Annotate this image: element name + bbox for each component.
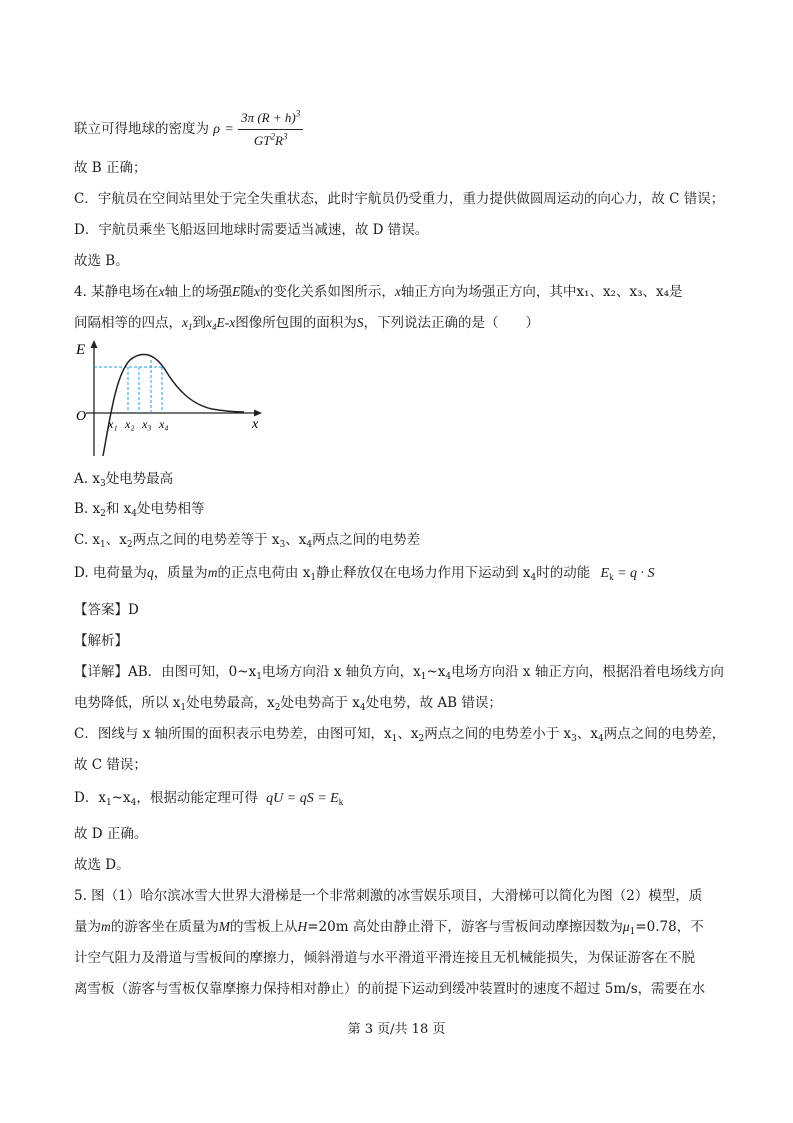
detail2-d: 处电势，故 AB 错误； [365,695,502,711]
q4-stem1-E: E [232,284,241,299]
detail2-s2: 2 [274,703,281,713]
q5-line1: 5. 图（1）哈尔滨冰雪大世界大滑梯是一个非常刺激的冰雪娱乐项目，大滑梯可以简化为图（2）模型，质 [74,888,703,904]
q5-line2 [74,917,704,937]
detail3-s1: 1 [391,734,398,744]
option-d [74,563,655,584]
detail1-b: 电场方向沿 x 轴负方向，x [261,664,421,680]
q4-stem1-x3: x [394,284,401,299]
detail3-e: 两点之间的电势差， [603,726,726,742]
opt-d-m: m [207,565,218,580]
q4-stem1-e: 轴正方向为场强正方向，其中 [400,284,577,300]
q4-stem1-x2: x [253,284,260,299]
option-a [74,469,173,489]
detail-line5 [74,788,343,809]
detail2-s3: 4 [359,703,366,713]
density-den-gt: GT [253,133,271,148]
q5-l2-M: M [218,919,230,934]
opt-c-a: C. x [74,532,101,548]
opt-c-s3: 3 [279,540,286,550]
detail3-s3: 3 [571,734,577,744]
detail1-s2: 1 [420,672,427,682]
detail1-s1: 1 [256,672,262,682]
q5-l2-mu-sub: 1 [629,927,636,937]
q4-stem1-x: x [158,284,165,299]
detail-line3 [74,724,725,744]
opt-b-sub2: 4 [131,509,137,519]
analysis-line: 【解析】 [74,633,128,649]
q5-l2-c: 的雪板上从 [230,919,298,935]
q5-l2-a: 量为 [74,919,101,935]
opt-d-s2: 4 [530,573,537,583]
detail3-s4: 4 [598,734,604,744]
opt-d-a: D. 电荷量为 [74,565,147,581]
density-numerator: 3π (R + h) [241,110,296,125]
density-den-exp2: 3 [282,131,288,142]
detail3-d: 、x [576,726,598,742]
density-eq: = [224,122,234,137]
q4-stem2-b: 到 [192,315,206,331]
detail-line1 [74,662,724,682]
opt-c-s1: 1 [100,540,106,550]
q4-points: x₁、x₂、x₃、x₄ [576,284,670,300]
detail3-b: 、x [397,726,419,742]
x-axis-arrow [254,410,262,417]
density-fraction [238,108,303,151]
opt-a-sub: 3 [99,479,106,489]
detail-line7: 故选 D。 [74,857,130,873]
d-wrong-line: D．宇航员乘坐飞船返回地球时需要适当减速，故 D 错误。 [74,222,429,238]
detail1-a: 【详解】AB．由图可知，0~x [74,664,257,680]
opt-c-c: 两点之间的电势差等于 x [132,532,280,548]
opt-d-q: q [146,565,154,580]
detail5-c: ，根据动能定理可得 [136,790,258,806]
q5-l2-H: H [297,919,308,934]
detail3-s2: 2 [418,734,425,744]
detail5-s2: 4 [130,798,137,808]
opt-d-d: 静止释放仅在电场力作用下运动到 x [316,565,531,581]
opt-b-text: B. x [74,501,101,517]
detail2-a: 电势降低，所以 x [74,695,181,711]
dashed-guides [94,360,162,413]
origin-label: O [76,409,87,424]
opt-c-s4: 4 [306,540,313,550]
density-num-exp: 3 [295,108,301,119]
opt-c-e: 两点之间的电势差 [312,532,421,548]
opt-c-s2: 2 [126,540,133,550]
tick-x3: x₃ [142,417,152,431]
b-correct-line: 故 B 正确； [74,160,147,176]
q5-l2-mu: μ [622,919,630,934]
density-line [74,108,303,151]
density-den-exp1: 2 [270,131,275,142]
detail5-formula: qU = qS = $E_k$ [266,791,344,807]
opt-a-text: A. x [74,471,100,487]
detail2-s1: 1 [180,703,187,713]
opt-a-rest: 处电势最高 [105,471,174,487]
detail5-b: ~x [111,790,131,806]
q5-l2-e: =0.78，不 [635,919,704,935]
q5-l2-b: 的游客坐在质量为 [110,919,219,935]
tick-x1: x₁ [108,417,118,431]
opt-c-d: 、x [285,532,307,548]
detail2-b: 处电势最高，x [186,695,275,711]
answer-line: 【答案】D [74,602,139,618]
tick-x4: x₄ [159,417,169,431]
q4-stem2-a: 间隔相等的四点， [74,315,182,331]
detail-line4: 故 C 错误； [74,757,147,773]
density-rho: ρ [213,122,221,137]
opt-c-b: 、x [105,532,127,548]
q4-stem1-d: 的变化关系如图所示， [259,284,395,300]
q4-stem2-c: 图像所包围的面积为 [235,315,357,331]
q4-stem1-b: 轴上的场强 [164,284,233,300]
opt-b-mid: 和 x [105,501,132,517]
q4-stem1-c: 随 [240,284,254,300]
opt-d-b: ，质量为 [153,565,208,581]
page-footer: 第 3 页/共 18 页 [347,1022,446,1037]
e-curve [103,354,244,456]
detail-line2 [74,693,502,713]
q5-line3: 计空气阻力及滑道与雪板间的摩擦力，倾斜滑道与水平滑道平滑连接且无机械能损失，为保证游客在不脱 [74,950,695,966]
detail-line6: 故 D 正确。 [74,826,148,842]
detail1-c: ~x [426,664,446,680]
x-axis-label: x [252,417,259,432]
opt-d-formula: $E_k = q \cdot S$ [600,566,655,582]
q4-stem2-S: S [356,315,364,330]
opt-d-c: 的正点电荷由 x [217,565,311,581]
q4-stem1-f: 是 [669,284,683,300]
opt-b-sub1: 2 [100,509,106,519]
q4-stem-line2: 间隔相等的四点，$x_1$到$x_4E-x$图像所包围的面积为S，下列说法正确的是（ ） [74,315,539,332]
opt-d-e: 时的动能 [536,565,591,581]
choose-b-line: 故选 B。 [74,253,129,269]
detail1-d: 电场方向沿 x 轴正方向，根据沿着电场线方向 [451,664,724,680]
detail5-s1: 1 [105,798,112,808]
q5-l2-d: =20m 高处由静止滑下，游客与雪板间动摩擦因数为 [307,919,623,935]
e-x-graph [72,338,267,463]
c-wrong-line: C．宇航员在空间站里处于完全失重状态，此时宇航员仍受重力，重力提供做圆周运动的向心力，故 C 错误； [74,191,725,207]
opt-d-s1: 1 [310,573,317,583]
e-axis-label: E [76,342,86,358]
density-den-r: R [274,133,283,148]
q4-stem-line1 [74,282,683,302]
q4-stem1-a: 4. 某静电场在 [74,284,159,300]
density-prefix: 联立可得地球的密度为 [74,121,209,137]
q4-stem2-d: ，下列说法正确的是（ ） [363,315,539,331]
detail2-c: 处电势高于 x [280,695,360,711]
y-axis-arrow [91,340,98,348]
opt-b-rest: 处电势相等 [137,501,205,517]
detail3-a: C．图线与 x 轴所围的面积表示电势差，由图可知，x [74,726,392,742]
option-c [74,530,420,550]
detail1-s3: 4 [445,672,452,682]
q5-line4: 离雪板（游客与雪板仅靠摩擦力保持相对静止）的前提下运动到缓冲装置时的速度不超过 5m/s，需要在水 [74,981,706,997]
detail5-a: D．x [74,790,106,806]
q5-l2-m: m [101,919,111,934]
option-b [74,499,205,519]
detail3-c: 两点之间的电势差小于 x [424,726,572,742]
tick-x2: x₂ [125,417,135,431]
